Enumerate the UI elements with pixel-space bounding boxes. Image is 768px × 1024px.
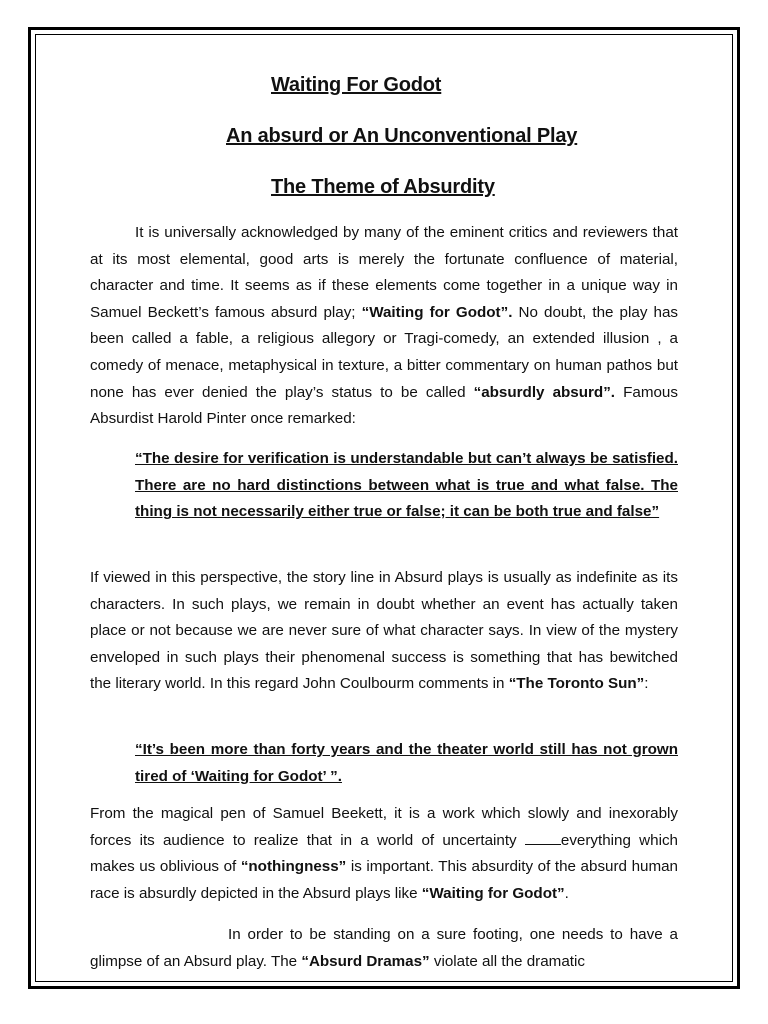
paragraph-3 [90,801,678,907]
paragraph-4-text-b: violate all the dramatic [429,952,585,970]
paragraph-1-text-b: No doubt, the play has been called a fable, a religious allegory or Tragi-comedy, an extended illusion , a comedy of menace, metaphysical in texture, a bitter commentary on human pathos but none has ever denied the play’s status to be called [90,303,678,401]
quote-toronto-sun: “It’s been more than forty years and the theater world still has not grown tired of ‘Waiting for Godot’ ”. [135,741,678,785]
quote-pinter: “The desire for verification is understandable but can’t always be satisfied. There are no hard distinctions between what is true and what false. The thing is not necessarily either true or false; it can be both true and false” [135,450,678,521]
blank-line [525,832,561,845]
theme-heading: The Theme of Absurdity [271,176,495,198]
paragraph-1 [90,220,678,433]
paragraph-3-bold-title: “Waiting for Godot” [421,884,565,902]
paragraph-3-text-a: From the magical pen of Samuel Beekett, it is a work which slowly and inexorably forces its audience to realize that in a world of uncertainty [90,805,678,849]
paragraph-1-bold-title: “Waiting for Godot”. [361,303,513,321]
paragraph-4 [90,922,678,975]
paragraph-2-text-b: : [644,675,649,693]
paragraph-4-text-a: In order to be standing on a sure footing, one needs to have a glimpse of an Absurd play. The [90,926,678,970]
paragraph-4-bold-phrase: “Absurd Dramas” [301,952,430,970]
paragraph-1-bold-phrase: “absurdly absurd”. [473,383,616,401]
paragraph-3-bold-nothingness: “nothingness” [240,858,347,876]
paragraph-1-text-a: It is universally acknowledged by many of the eminent critics and reviewers that at its most elemental, good arts is merely the fortunate confluence of material, character and time. It seems as if these elements come together in a unique way in Samuel Beckett’s famous absurd play; [90,224,678,321]
paragraph-2-text-a: If viewed in this perspective, the story line in Absurd plays is usually as indefinite as its characters. In such plays, we remain in doubt whether an event has actually taken place or not because we are never sure of what character says. In view of the mystery enveloped in such plays their phenomenal success is something that has bewitched the literary world. In this regard John Coulbourm comments in [90,569,678,693]
paragraph-1-text-c: Famous Absurdist Harold Pinter once remarked: [90,383,678,428]
paragraph-3-text-c: is important. This absurdity of the absurd human race is absurdly depicted in the Absurd plays like [90,858,679,902]
paragraph-2-bold-source: “The Toronto Sun” [508,675,645,693]
paragraph-3-text-b: everything which makes us oblivious of [90,831,678,876]
paragraph-3-text-d: . [564,884,569,902]
document-title: Waiting For Godot [271,74,442,96]
document-subtitle: An absurd or An Unconventional Play [226,125,578,147]
paragraph-2 [90,565,678,698]
